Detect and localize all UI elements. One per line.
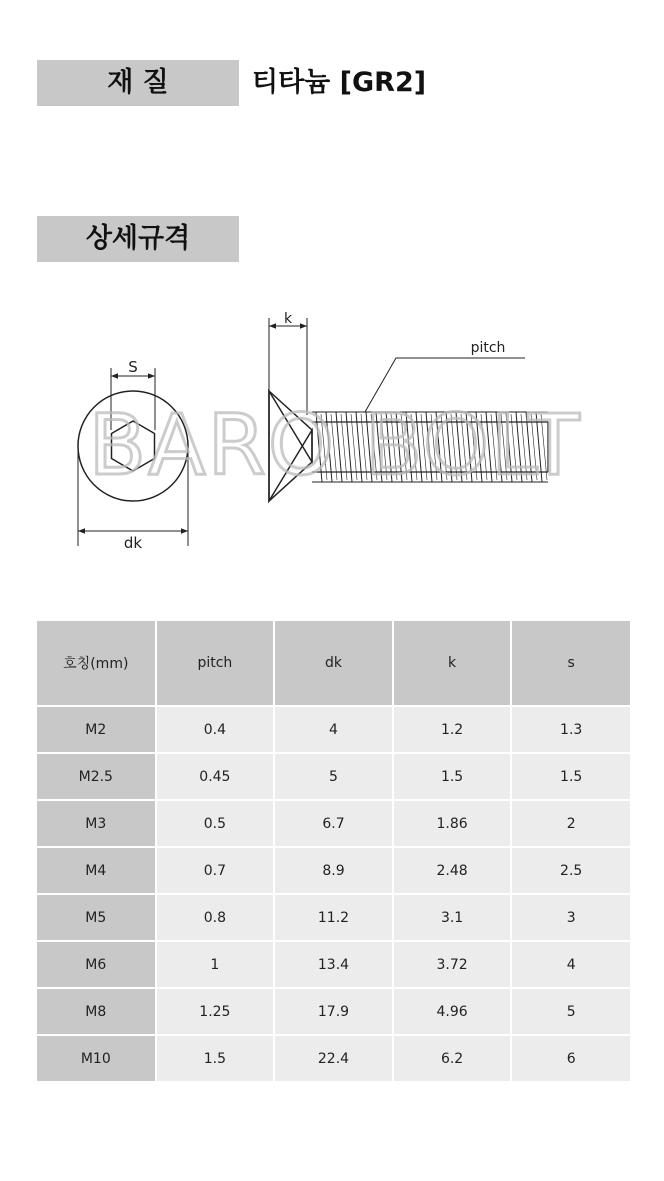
dim-k-label: k [283,311,293,327]
header-cell: pitch [156,621,275,706]
value-cell: 3.72 [393,941,512,988]
material-value: 티타늄 [GR2] [252,67,427,98]
dim-s-label: S [128,358,138,376]
value-cell: 4.96 [393,988,512,1035]
value-cell: 1.5 [156,1035,275,1082]
value-cell: 6 [511,1035,630,1082]
header-cell: k [393,621,512,706]
value-cell: 0.8 [156,894,275,941]
value-cell: 0.7 [156,847,275,894]
value-cell: 0.5 [156,800,275,847]
table-row [37,1035,630,1082]
value-cell: 2 [511,800,630,847]
value-cell: 22.4 [274,1035,393,1082]
table-row [37,706,630,753]
value-cell: 5 [511,988,630,1035]
value-cell: 5 [274,753,393,800]
table-row [37,753,630,800]
header-cell: 호칭(mm) [37,621,156,706]
size-cell: M2.5 [37,753,156,800]
table-row [37,800,630,847]
header-cell: dk [274,621,393,706]
spec-label: 상세규격 [37,216,239,262]
value-cell: 3.1 [393,894,512,941]
size-cell: M6 [37,941,156,988]
size-cell: M5 [37,894,156,941]
header-cell: s [511,621,630,706]
value-cell: 13.4 [274,941,393,988]
value-cell: 17.9 [274,988,393,1035]
value-cell: 6.7 [274,800,393,847]
value-cell: 1 [156,941,275,988]
spec-table [37,621,630,1083]
value-cell: 1.3 [511,706,630,753]
value-cell: 0.4 [156,706,275,753]
value-cell: 2.48 [393,847,512,894]
material-label: 재 질 [37,60,239,106]
value-cell: 11.2 [274,894,393,941]
value-cell: 3 [511,894,630,941]
table-header-row [37,621,630,706]
value-cell: 1.25 [156,988,275,1035]
value-cell: 1.2 [393,706,512,753]
value-cell: 1.5 [393,753,512,800]
value-cell: 8.9 [274,847,393,894]
value-cell: 1.5 [511,753,630,800]
value-cell: 4 [511,941,630,988]
table-row [37,894,630,941]
size-cell: M10 [37,1035,156,1082]
size-cell: M8 [37,988,156,1035]
bolt-diagram [0,290,664,570]
table-row [37,941,630,988]
watermark-text: BARO BOLT [88,396,582,494]
size-cell: M4 [37,847,156,894]
value-cell: 1.86 [393,800,512,847]
table-row [37,847,630,894]
size-cell: M3 [37,800,156,847]
value-cell: 2.5 [511,847,630,894]
value-cell: 0.45 [156,753,275,800]
value-cell: 4 [274,706,393,753]
size-cell: M2 [37,706,156,753]
table-row [37,988,630,1035]
dim-dk-label: dk [123,534,143,552]
value-cell: 6.2 [393,1035,512,1082]
pitch-label: pitch [470,340,506,356]
